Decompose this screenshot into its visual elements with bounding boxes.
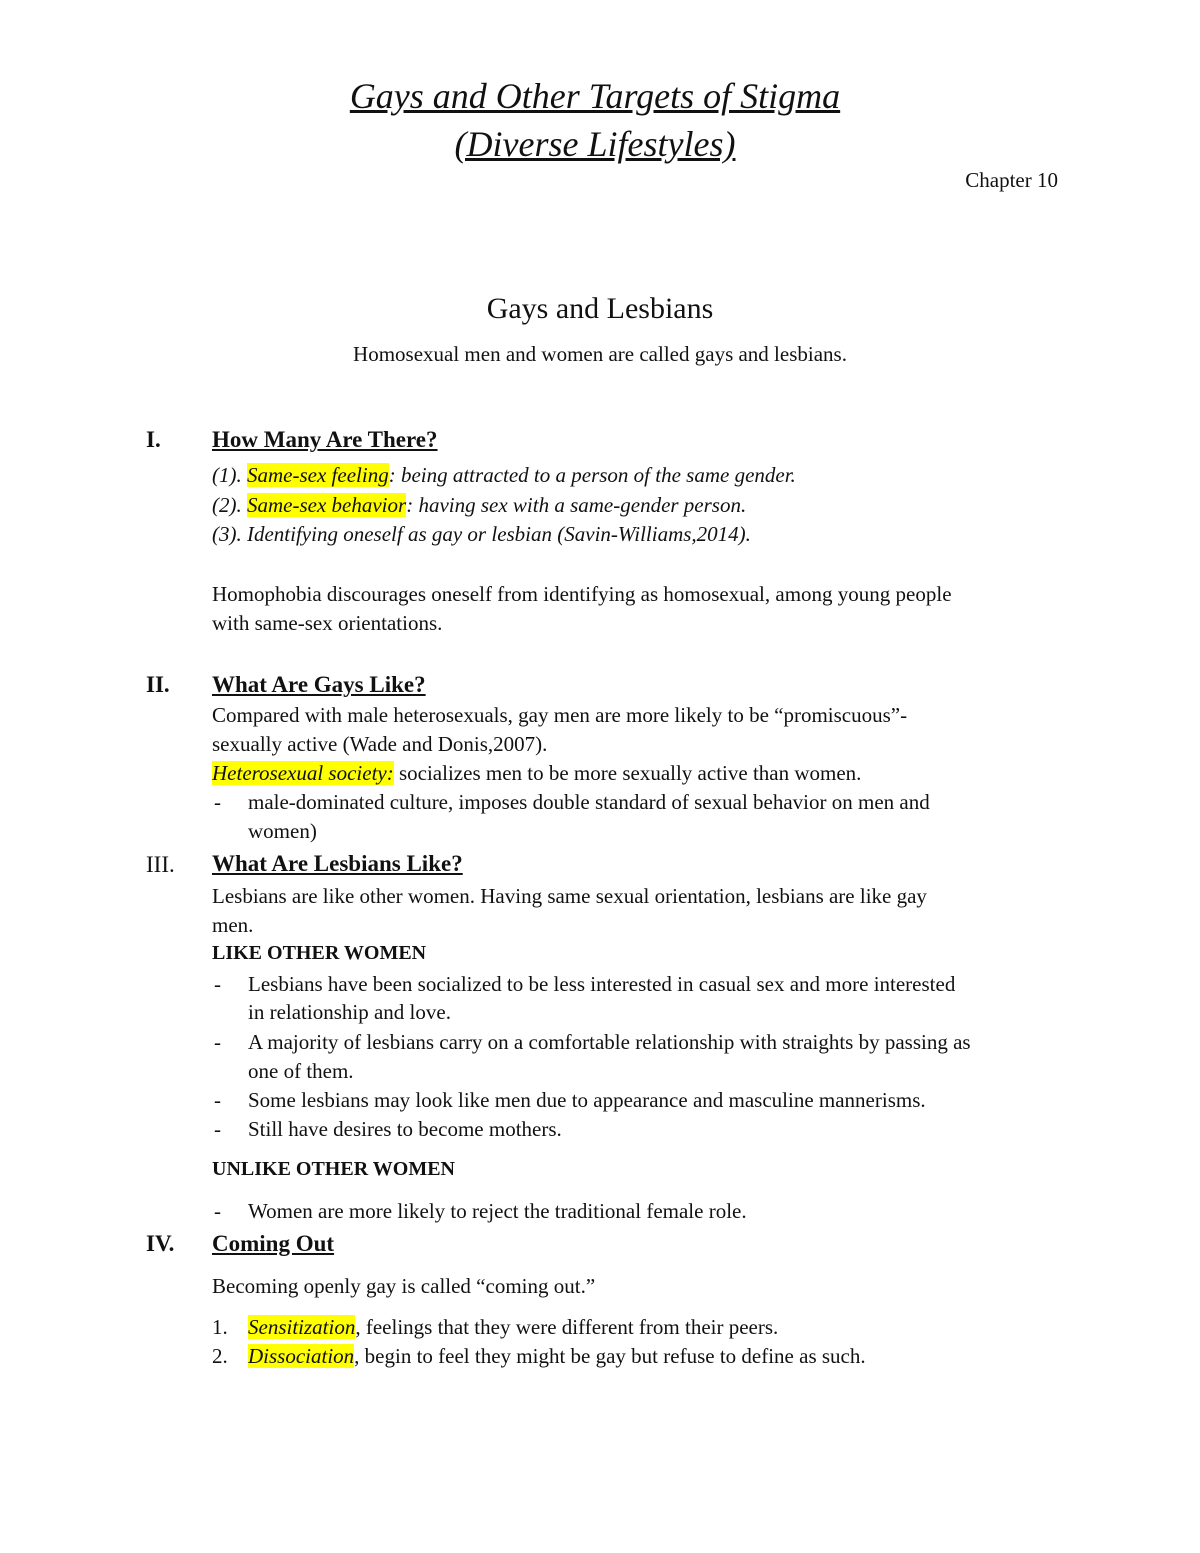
paragraph-line: Becoming openly gay is called “coming out.” xyxy=(212,1274,596,1298)
bullet-dash: - xyxy=(214,790,221,814)
bullet-text: Some lesbians may look like men due to appearance and masculine mannerisms. xyxy=(248,1088,926,1112)
paragraph-line: sexually active (Wade and Donis,2007). xyxy=(212,732,548,756)
bullet-dash: - xyxy=(214,1199,221,1223)
section-1-heading: How Many Are There? xyxy=(212,427,438,452)
item-text: : being attracted to a person of the same gender. xyxy=(388,463,796,487)
bullet-text: in relationship and love. xyxy=(248,1000,451,1024)
paragraph-line: men. xyxy=(212,913,254,937)
bullet-text: one of them. xyxy=(248,1059,354,1083)
highlighted-term: Same-sex feeling xyxy=(247,463,389,487)
bullet-dash: - xyxy=(214,972,221,996)
chapter-label: Chapter 10 xyxy=(965,168,1058,192)
highlighted-term: Same-sex behavior xyxy=(247,493,407,517)
bullet-text: male-dominated culture, imposes double standard of sexual behavior on men and xyxy=(248,790,930,814)
highlighted-term: Dissociation xyxy=(248,1344,355,1368)
list-number: 1. xyxy=(212,1315,228,1339)
item-text: (3). Identifying oneself as gay or lesbian (Savin-Williams,2014). xyxy=(212,522,751,546)
section-3-numeral: III. xyxy=(146,852,175,877)
highlighted-term: Heterosexual society: xyxy=(212,761,394,785)
bullet-text: Lesbians have been socialized to be less interested in casual sex and more interested xyxy=(248,972,956,996)
item-text: : having sex with a same-gender person. xyxy=(406,493,747,517)
paragraph-line xyxy=(212,761,861,786)
item-text: , begin to feel they might be gay but refuse to define as such. xyxy=(354,1344,866,1368)
item-text: , feelings that they were different from their peers. xyxy=(355,1315,779,1339)
list-item xyxy=(212,522,751,547)
document-title-line-2: (Diverse Lifestyles) xyxy=(454,124,736,164)
item-prefix: (2). xyxy=(212,493,247,517)
highlighted-term: Sensitization xyxy=(248,1315,356,1339)
term-definition: socializes men to be more sexually active than women. xyxy=(393,761,862,785)
list-number: 2. xyxy=(212,1344,228,1368)
paragraph-line: Compared with male heterosexuals, gay men are more likely to be “promiscuous”- xyxy=(212,703,908,727)
bullet-text: A majority of lesbians carry on a comfortable relationship with straights by passing as xyxy=(248,1030,971,1054)
subheading-like: LIKE OTHER WOMEN xyxy=(212,942,427,964)
document-title-line-1: Gays and Other Targets of Stigma xyxy=(349,76,841,116)
item-prefix: (1). xyxy=(212,463,247,487)
paragraph-line: Homophobia discourages oneself from identifying as homosexual, among young people xyxy=(212,582,952,606)
section-title: Gays and Lesbians xyxy=(486,292,714,325)
paragraph-line: Lesbians are like other women. Having same sexual orientation, lesbians are like gay xyxy=(212,884,927,908)
section-4-numeral: IV. xyxy=(146,1231,175,1256)
bullet-text: Women are more likely to reject the traditional female role. xyxy=(248,1199,747,1223)
bullet-text: Still have desires to become mothers. xyxy=(248,1117,562,1141)
list-item xyxy=(212,463,796,488)
bullet-text: women) xyxy=(248,819,317,843)
bullet-dash: - xyxy=(214,1088,221,1112)
paragraph-line: with same-sex orientations. xyxy=(212,611,443,635)
section-2-numeral: II. xyxy=(146,672,170,697)
list-item xyxy=(248,1344,866,1369)
section-3-heading: What Are Lesbians Like? xyxy=(212,851,463,876)
list-item xyxy=(212,493,746,518)
subheading-unlike: UNLIKE OTHER WOMEN xyxy=(212,1158,455,1180)
list-item xyxy=(248,1315,778,1340)
section-1-numeral: I. xyxy=(146,427,161,452)
section-4-heading: Coming Out xyxy=(212,1231,335,1256)
section-2-heading: What Are Gays Like? xyxy=(212,672,426,697)
section-intro: Homosexual men and women are called gays and lesbians. xyxy=(353,342,847,366)
bullet-dash: - xyxy=(214,1030,221,1054)
bullet-dash: - xyxy=(214,1117,221,1141)
